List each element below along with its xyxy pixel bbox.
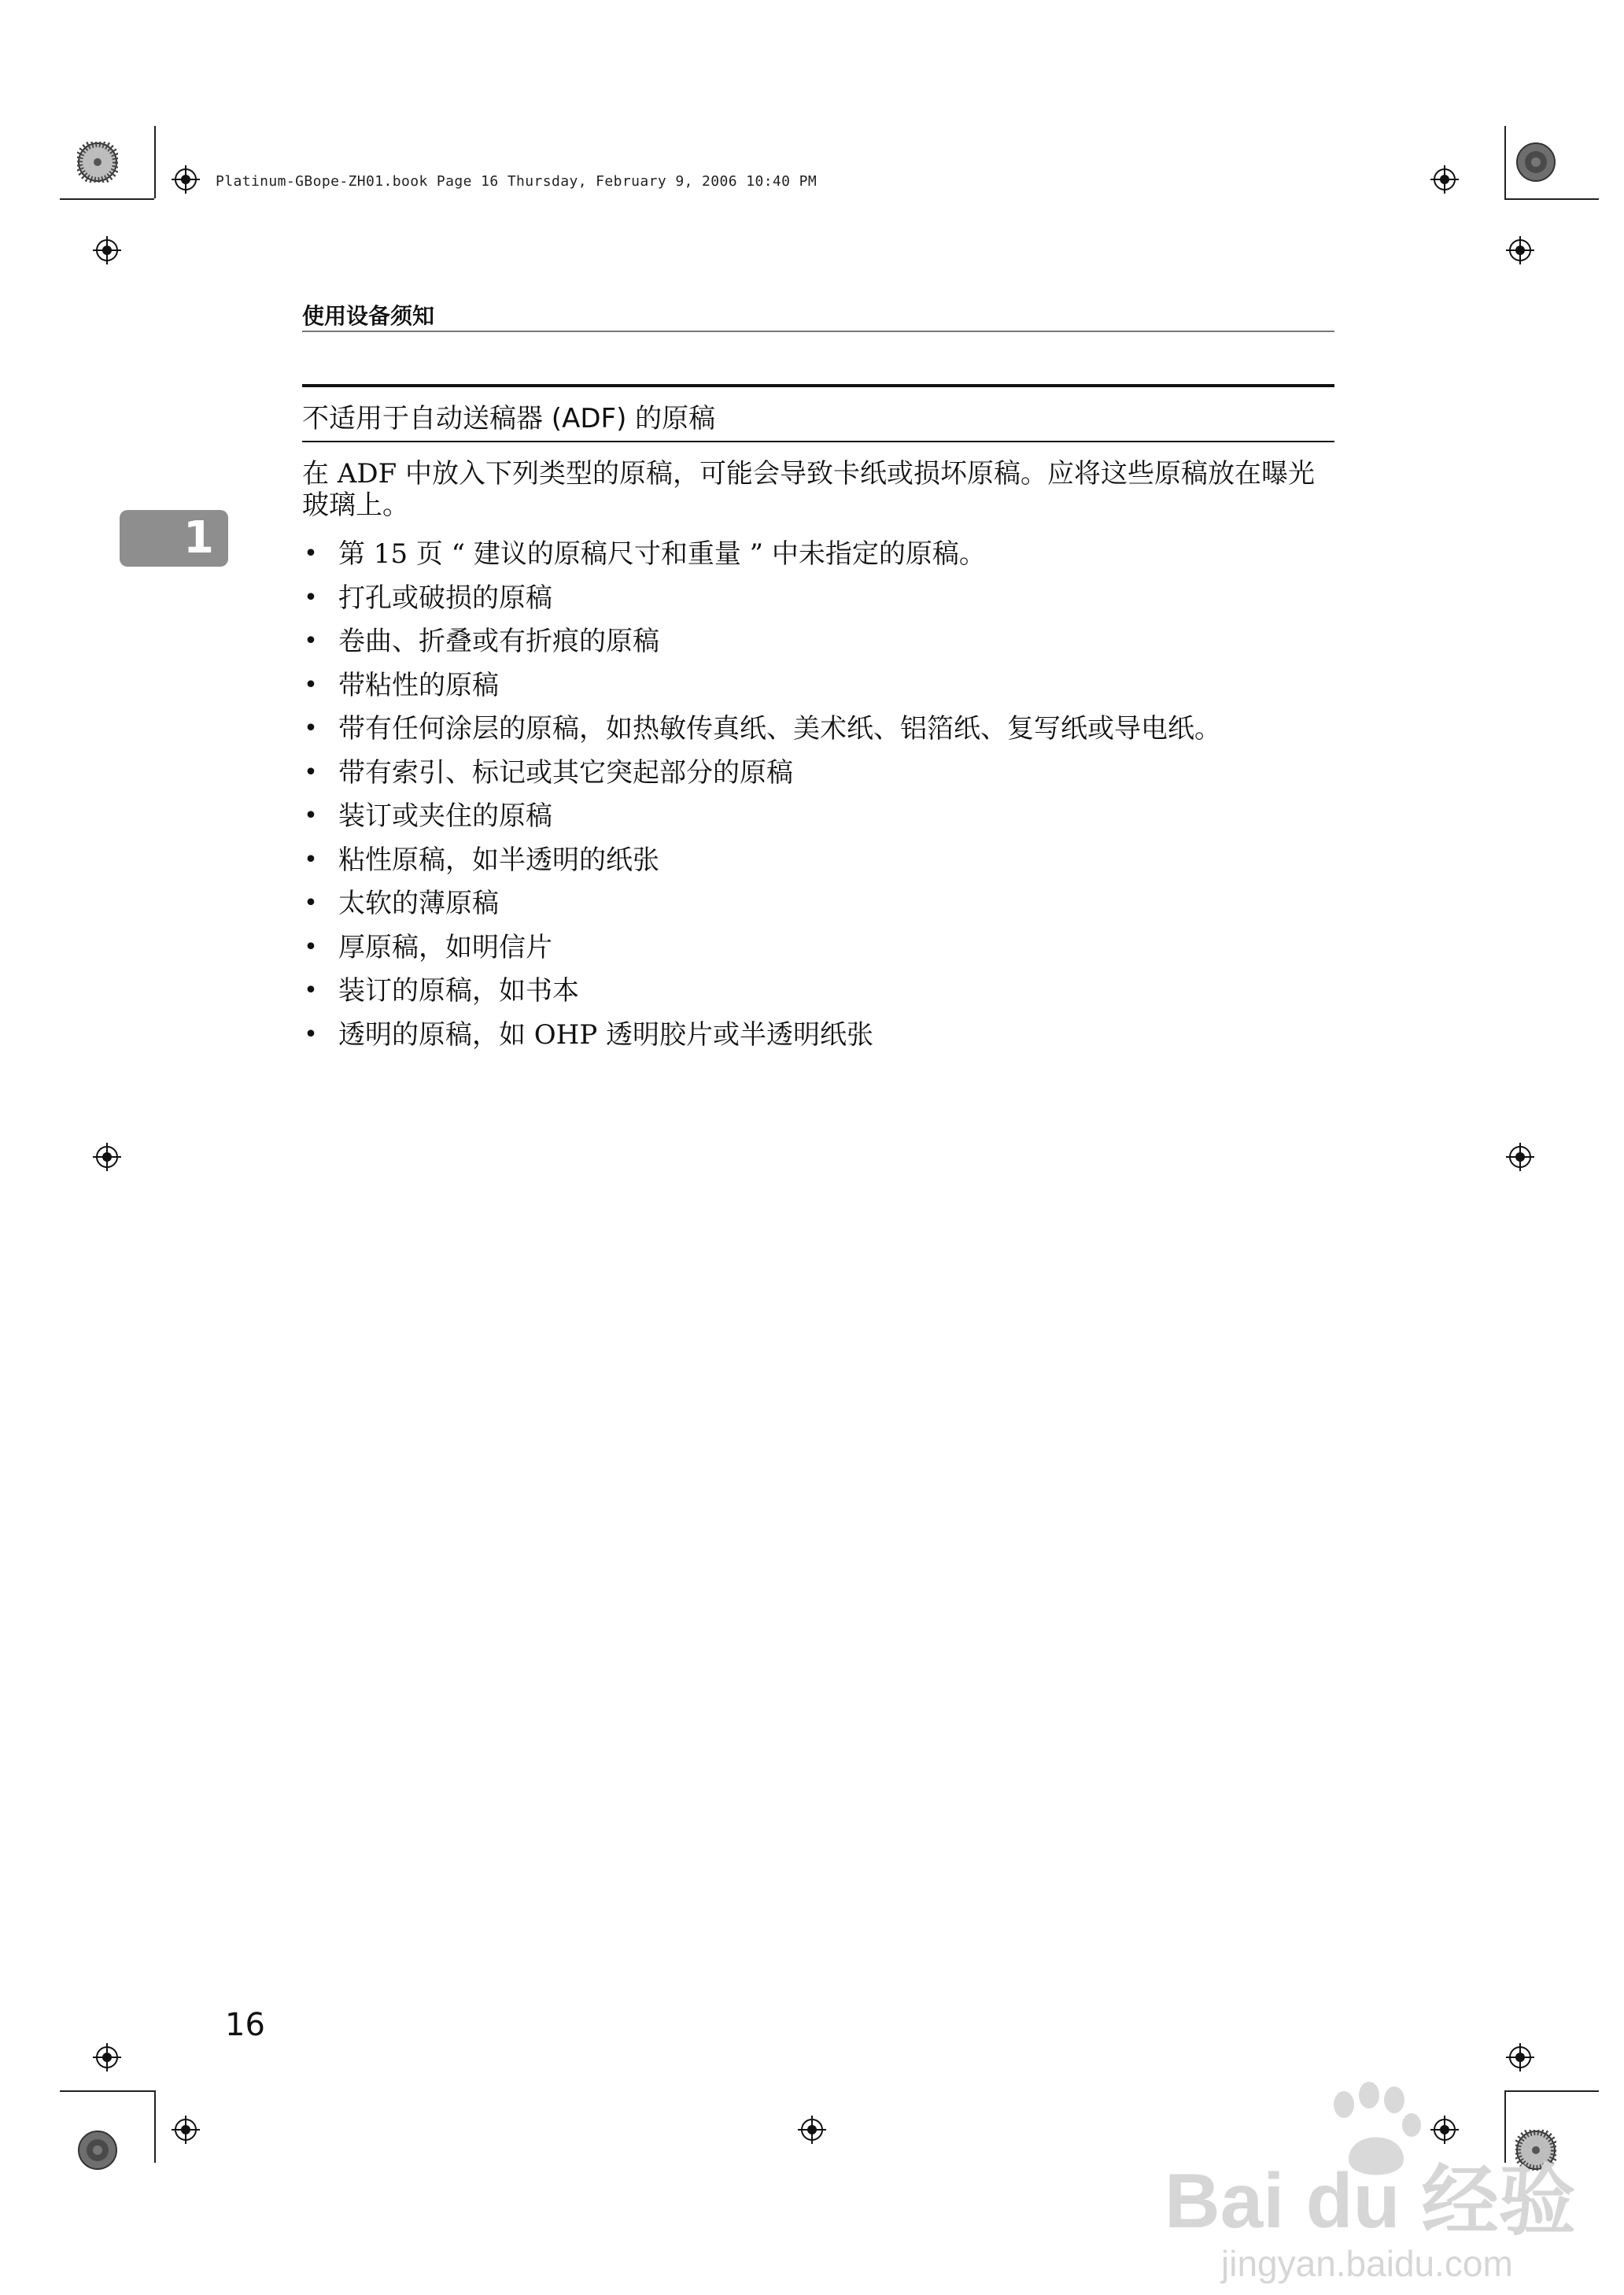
bullet-marker: • (304, 583, 318, 612)
list-item-text: 带粘性的原稿 (338, 669, 499, 701)
list-item (302, 754, 1334, 798)
bullet-marker: • (304, 540, 318, 567)
color-check-dial-icon (1515, 142, 1556, 183)
page-number: 16 (225, 2007, 265, 2043)
list-item (302, 710, 1334, 754)
bullet-marker: • (304, 845, 318, 874)
list-item (302, 579, 1334, 623)
crop-mark (1504, 126, 1506, 198)
list-item-text: 装订或夹住的原稿 (338, 800, 552, 832)
bullet-marker: • (304, 802, 318, 830)
bullet-marker: • (304, 671, 318, 699)
list-item (302, 929, 1334, 973)
bullet-list (302, 535, 1334, 1059)
list-item-text: 带有索引、标记或其它突起部分的原稿 (338, 756, 793, 789)
color-check-dial-icon (77, 142, 118, 183)
chapter-tab-number: 1 (183, 512, 214, 564)
list-item (302, 885, 1334, 929)
crop-mark (60, 198, 154, 200)
list-item-text: 第 15 页 “ 建议的原稿尺寸和重量 ” 中未指定的原稿。 (338, 538, 986, 570)
registration-mark-icon (93, 2043, 121, 2071)
section-top-rule (302, 384, 1334, 387)
section-intro: 在 ADF 中放入下列类型的原稿，可能会导致卡纸或损坏原稿。应将这些原稿放在曝光玻璃上。 (302, 458, 1316, 521)
list-item (302, 667, 1334, 711)
list-item (302, 841, 1334, 885)
chapter-tab (120, 510, 228, 567)
registration-mark-icon (798, 2116, 826, 2144)
color-check-dial-icon (77, 2130, 118, 2171)
crop-mark (154, 126, 156, 198)
bullet-marker: • (304, 977, 318, 1004)
registration-mark-icon (1430, 165, 1459, 194)
list-item-text: 装订的原稿，如书本 (338, 975, 579, 1007)
bullet-marker: • (304, 933, 318, 961)
running-head-rule (302, 331, 1334, 332)
print-header: Platinum-GBope-ZH01.book Page 16 Thursday, February 9, 2006 10:40 PM (216, 173, 818, 190)
bullet-marker: • (304, 715, 318, 742)
crop-mark (60, 2090, 154, 2092)
baidu-jingyan-watermark-logo (1152, 2065, 1624, 2289)
crop-mark (1504, 198, 1599, 200)
running-head: 使用设备须知 (302, 303, 435, 329)
bullet-marker: • (304, 889, 318, 917)
list-item (302, 623, 1334, 667)
section-heading: 不适用于自动送稿器 (ADF) 的原稿 (302, 403, 716, 434)
watermark-url-text: jingyan.baidu.com (1221, 2243, 1513, 2284)
watermark-brand-text: Bai du 经验 (1164, 2157, 1576, 2244)
section-heading-rule (302, 441, 1334, 442)
registration-mark-icon (172, 165, 200, 194)
registration-mark-icon (93, 1143, 121, 1171)
registration-mark-icon (93, 236, 121, 264)
list-item-text: 打孔或破损的原稿 (338, 582, 552, 614)
registration-mark-icon (172, 2116, 200, 2144)
list-item-text: 厚原稿，如明信片 (338, 931, 552, 963)
list-item (302, 1016, 1334, 1060)
list-item (302, 535, 1334, 579)
bullet-marker: • (304, 758, 318, 786)
list-item-text: 卷曲、折叠或有折痕的原稿 (338, 626, 659, 657)
bullet-marker: • (304, 1020, 318, 1048)
list-item-text: 透明的原稿，如 OHP 透明胶片或半透明纸张 (338, 1018, 874, 1051)
crop-mark (154, 2090, 156, 2163)
list-item-text: 太软的薄原稿 (338, 888, 499, 919)
list-item-text: 粘性原稿，如半透明的纸张 (338, 844, 659, 876)
registration-mark-icon (1506, 236, 1534, 264)
list-item (302, 972, 1334, 1016)
bullet-marker: • (304, 627, 318, 655)
list-item (302, 797, 1334, 841)
registration-mark-icon (1506, 1143, 1534, 1171)
list-item-text: 带有任何涂层的原稿，如热敏传真纸、美术纸、铝箔纸、复写纸或导电纸。 (338, 713, 1221, 745)
